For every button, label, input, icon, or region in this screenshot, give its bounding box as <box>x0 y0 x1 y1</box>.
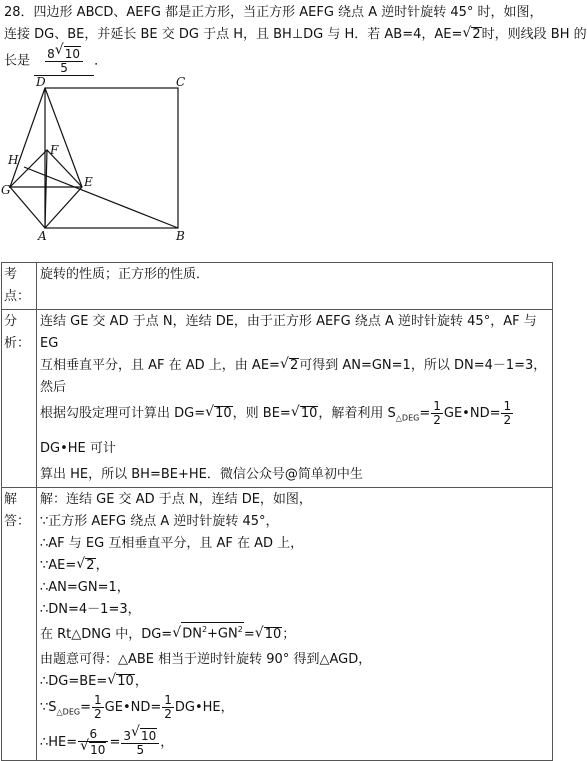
problem-line-2 <box>4 24 587 46</box>
kaodian-head: 考点： <box>2 263 37 310</box>
segment-dg <box>10 88 45 187</box>
segment-de <box>45 88 82 187</box>
label-a: A <box>38 229 47 243</box>
fenxi-head: 分析： <box>2 310 37 488</box>
label-b: B <box>176 229 185 243</box>
answer-fraction: $\frac{8√ 10}{5}$ <box>45 46 83 75</box>
label-e: E <box>84 175 93 189</box>
label-g: G <box>1 183 11 197</box>
problem-line-1: 28．四边形 ABCD、AEFG 都是正方形，当正方形 AEFG 绕点 A 逆时针旋转 45° 时，如图， <box>4 5 543 20</box>
problem-line-3-head: 长是 <box>4 53 31 69</box>
row-kaodian <box>2 263 553 310</box>
segment-bh <box>24 167 178 228</box>
geometry-figure <box>0 74 200 244</box>
jieda-head: 解答： <box>2 487 37 761</box>
jieda-text: 解：连结 GE 交 AD 于点 N，连结 DE，如图， ∵正方形 AEFG 绕点 A 逆时针旋转 45°， ∴AF 与 EG 互相垂直平分，且 AF 在 AD 上， ∵AE=√ 2， ∴AN=GN=1， ∴DN=4－1=3， 在 Rt△DNG 中，DG=√ $DN^2+GN^2=√$ 10； 由题意可得：△ABE 相当于逆时针旋转 90° 得到△AGD， ∴DG=BE=√ 10， $\because S_{\triangle DEG}=$ $\frac{1}{2}$ GE•ND= $\frac{1}{2}$ DG•HE， ∴HE= 6 √ 10 = $\frac{3√ 10}{5}$ ， <box>37 487 553 761</box>
square-abcd <box>45 88 178 228</box>
label-f: F <box>50 143 59 157</box>
problem-line-2-text: 连接 DG、BE，并延长 BE 交 DG 于点 H，且 BH⊥DG 与 H．若 AB=4，AE= <box>4 27 463 42</box>
solution-table <box>1 262 553 761</box>
row-fenxi <box>2 310 553 488</box>
label-c: C <box>176 75 186 89</box>
sqrt-2: √ 2 <box>463 24 481 46</box>
label-d: D <box>36 75 46 89</box>
problem-line-3: 长是 $\frac{8√ 10}{5}$ ． <box>4 46 552 76</box>
problem-line-2-tail: 时，则线段 BH 的 <box>481 27 587 42</box>
problem-statement <box>4 2 587 76</box>
label-h: H <box>8 153 19 167</box>
fenxi-text: 连结 GE 交 AD 于点 N，连结 DE，由于正方形 AEFG 绕点 A 逆时针旋转 45°，AF 与 EG 互相垂直平分，且 AF 在 AD 上，由 AE=√ 2可得到 AN=GN=1，所以 DN=4－1=3，然后 根据勾股定理可计算出 DG=√ 10，则 BE=√ 10，解着利用 $S_{\triangle DEG}=$ $\frac{1}{2}$ GE•ND= $\frac{1}{2}$ DG•HE 可计 算出 HE，所以 BH=BE+HE．微信公众号@简单初中生 <box>37 310 553 488</box>
kaodian-text: 旋转的性质；正方形的性质． <box>37 263 553 310</box>
row-jieda <box>2 487 553 761</box>
answer-blank <box>34 46 94 76</box>
